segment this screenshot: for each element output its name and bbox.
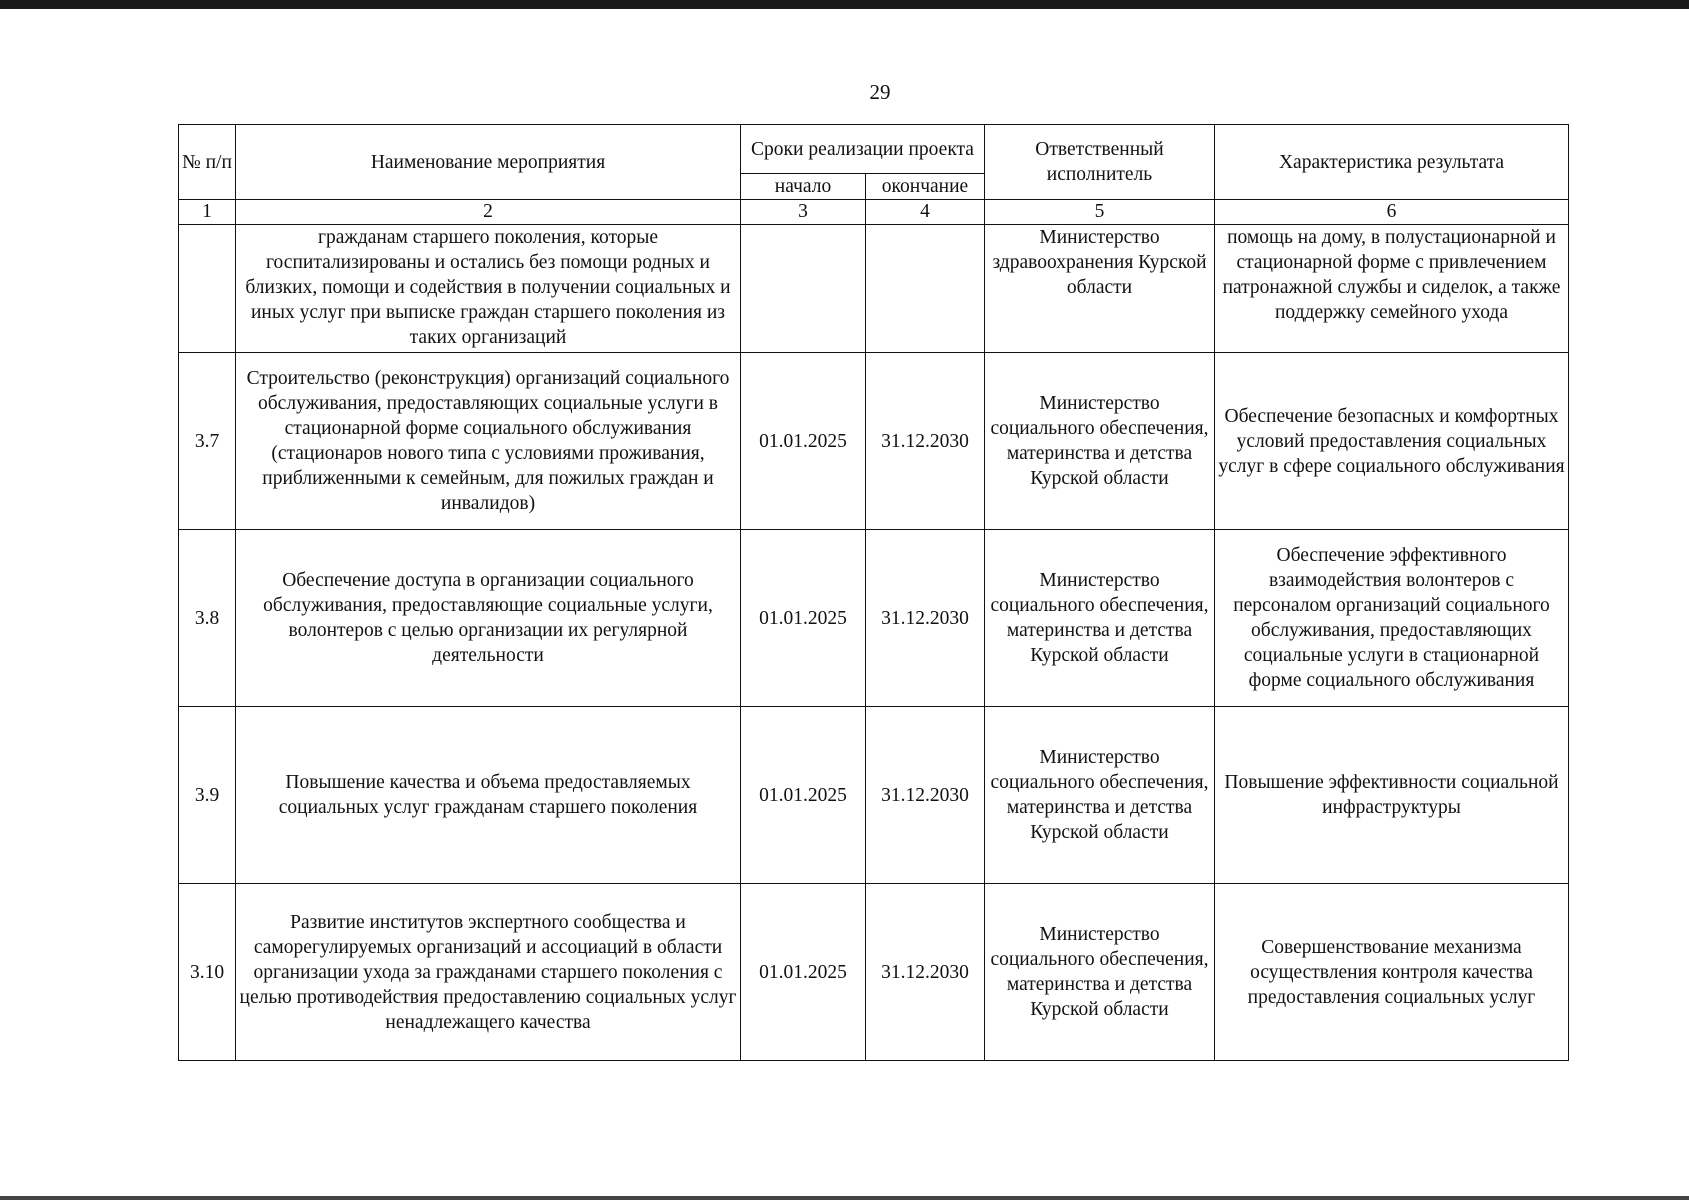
row-responsible: Министерство социального обеспечения, материнства и детства Курской области [985,530,1215,707]
row-end: 31.12.2030 [866,707,985,884]
row-result: Обеспечение безопасных и комфортных условий предоставления социальных услуг в сфере социального обслуживания [1215,353,1569,530]
table-row [179,707,1569,884]
row-result: Повышение эффективности социальной инфраструктуры [1215,707,1569,884]
row-result: Обеспечение эффективного взаимодействия волонтеров с персоналом организаций социального обслуживания, предоставляющих социальные услуги в стационарной форме социального обслуживания [1215,530,1569,707]
row-num [179,225,236,353]
row-responsible: Министерство социального обеспечения, материнства и детства Курской области [985,707,1215,884]
table-row [179,353,1569,530]
row-end: 31.12.2030 [866,530,985,707]
header-start: начало [741,174,866,200]
row-responsible: Министерство социального обеспечения, материнства и детства Курской области [985,884,1215,1061]
column-number: 5 [985,200,1215,225]
row-responsible: Министерство социального обеспечения, материнства и детства Курской области [985,353,1215,530]
header-result: Характеристика результата [1215,125,1569,200]
column-number: 3 [741,200,866,225]
header-num: № п/п [179,125,236,200]
row-result: Совершенствование механизма осуществления контроля качества предоставления социальных услуг [1215,884,1569,1061]
header-terms: Сроки реализации проекта [741,125,985,174]
row-end: 31.12.2030 [866,353,985,530]
row-start: 01.01.2025 [741,884,866,1061]
row-name: Обеспечение доступа в организации социального обслуживания, предоставляющие социальные услуги, волонтеров с целью организации их регулярной деятельности [236,530,741,707]
table-row [179,530,1569,707]
row-name: Повышение качества и объема предоставляемых социальных услуг гражданам старшего поколения [236,707,741,884]
column-number: 1 [179,200,236,225]
column-number: 2 [236,200,741,225]
scan-edge-top [0,0,1689,9]
table-row [179,225,1569,353]
row-start: 01.01.2025 [741,530,866,707]
column-number: 4 [866,200,985,225]
row-end: 31.12.2030 [866,884,985,1061]
row-responsible: Министерство здравоохранения Курской области [985,225,1215,353]
scan-edge-bottom [0,1196,1689,1200]
row-name: гражданам старшего поколения, которые госпитализированы и остались без помощи родных и близких, помощи и содействия в получении социальных и иных услуг при выписке граждан старшего поколения из таких организаций [236,225,741,353]
row-num: 3.10 [179,884,236,1061]
row-start: 01.01.2025 [741,707,866,884]
row-num: 3.8 [179,530,236,707]
page-number: 29 [869,80,891,104]
row-start: 01.01.2025 [741,353,866,530]
table-row [179,884,1569,1061]
header-name: Наименование мероприятия [236,125,741,200]
row-name: Развитие институтов экспертного сообщества и саморегулируемых организаций и ассоциаций в области организации ухода за гражданами старшего поколения с целью противодействия предоставлению социальных услуг ненадлежащего качества [236,884,741,1061]
column-number: 6 [1215,200,1569,225]
row-name: Строительство (реконструкция) организаций социального обслуживания, предоставляющих социальные услуги в стационарной форме социального обслуживания (стационаров нового типа с условиями проживания, приближенными к семейным, для пожилых граждан и инвалидов) [236,353,741,530]
row-result: помощь на дому, в полустационарной и стационарной форме с привлечением патронажной службы и сиделок, а также поддержку семейного ухода [1215,225,1569,353]
header-end: окончание [866,174,985,200]
measures-table [178,124,1569,1061]
row-end [866,225,985,353]
row-num: 3.9 [179,707,236,884]
column-numbers-row [179,200,1569,225]
row-start [741,225,866,353]
header-responsible: Ответственный исполнитель [985,125,1215,200]
row-num: 3.7 [179,353,236,530]
